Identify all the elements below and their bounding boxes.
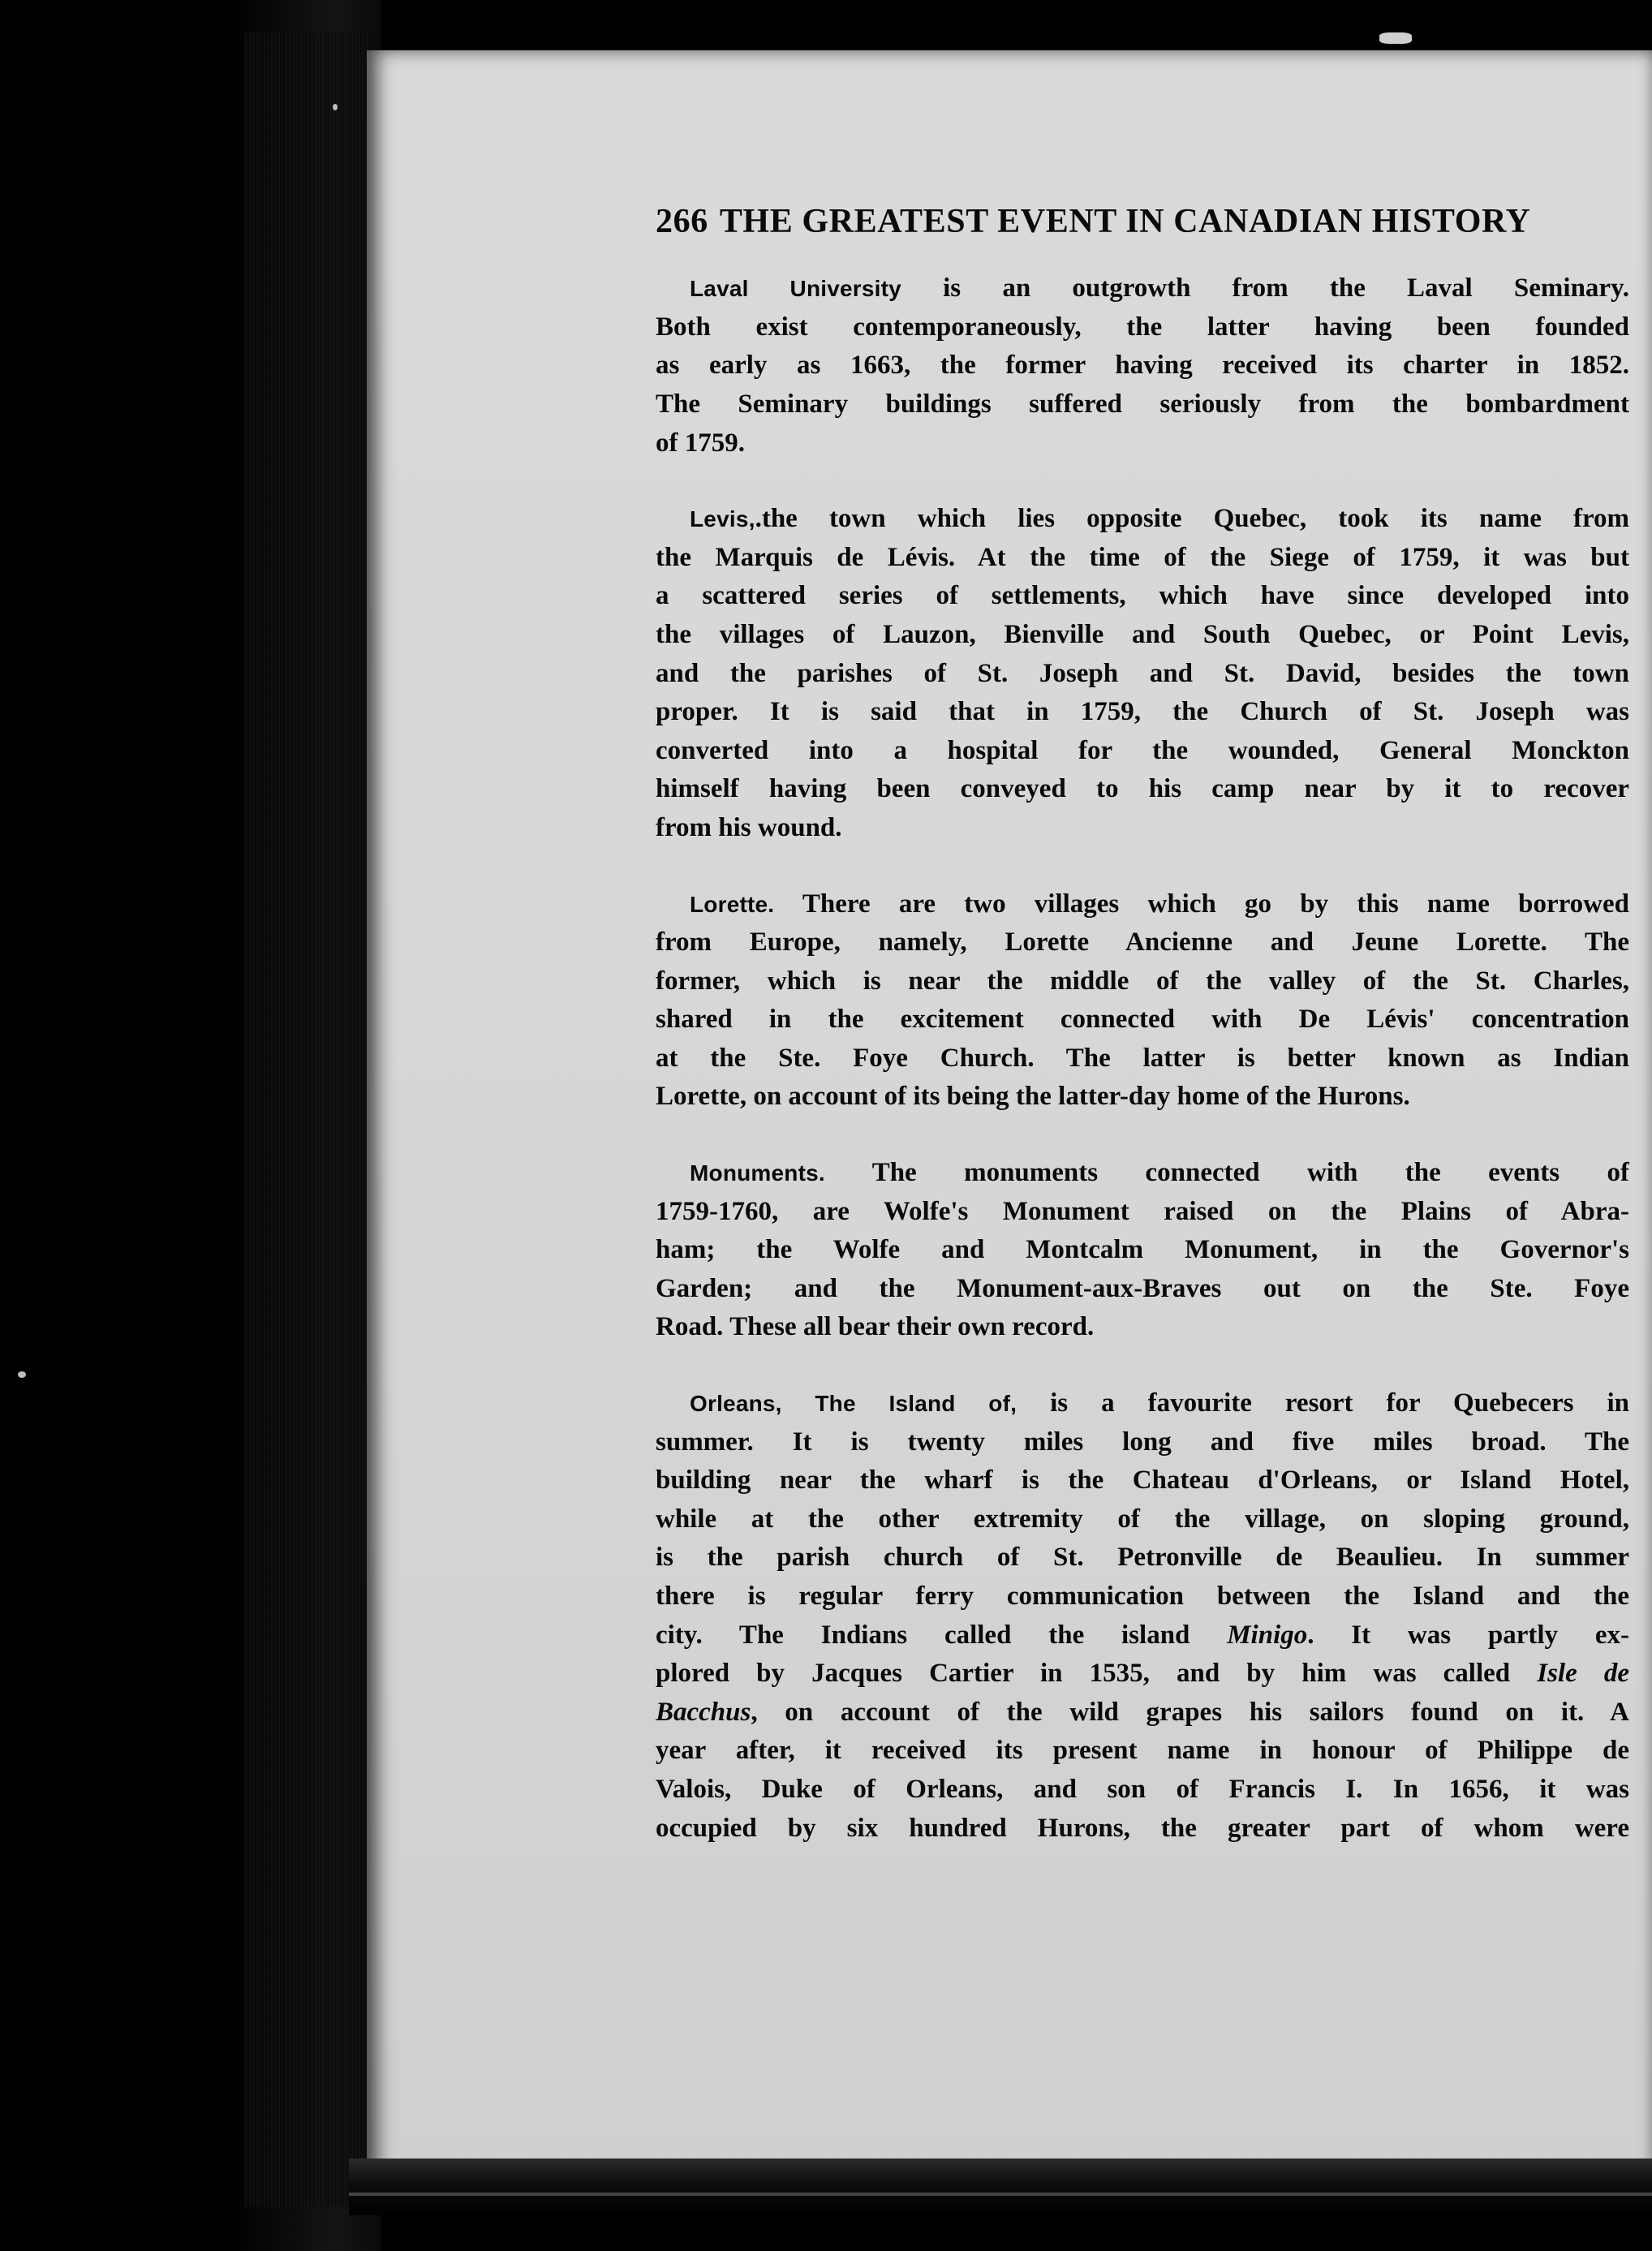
entry-line: 1759-1760, are Wolfe's Monument raised on the Plains of Abra- <box>656 1196 1629 1226</box>
entry-heading: Monuments. <box>690 1160 825 1186</box>
entry-line: occupied by six hundred Hurons, the greater part of whom were <box>656 1813 1629 1843</box>
entry-line-italic: city. The Indians called the island Minigo. It was partly ex- <box>656 1620 1629 1650</box>
book-spine-shadow <box>243 32 373 2207</box>
page-bottom-rule <box>349 2193 1652 2196</box>
entry-line: Lorette, on account of its being the latter-day home of the Hurons. <box>656 1082 1410 1112</box>
italic-term: Bacchus <box>656 1697 751 1727</box>
entry-line: a scattered series of settlements, which have since developed into <box>656 581 1629 611</box>
entry-line: from his wound. <box>656 812 842 842</box>
entry-line: Road. These all bear their own record. <box>656 1312 1095 1342</box>
entry-line: is the parish church of St. Petronville de Beaulieu. In summer <box>656 1543 1629 1573</box>
entry-line: himself having been conveyed to his camp near by it to recover <box>656 774 1629 804</box>
entry-line: Both exist contemporaneously, the latter having been founded <box>656 312 1629 342</box>
entry-line: proper. It is said that in 1759, the Church of St. Joseph was <box>656 697 1629 727</box>
page-content <box>656 203 1629 1885</box>
entry-line: Garden; and the Monument-aux-Braves out on the Ste. Foye <box>656 1273 1629 1303</box>
entry-line: is a favourite resort for Quebecers in <box>1050 1388 1629 1418</box>
entry-line: The Seminary buildings suffered seriously from the bombardment <box>656 389 1629 419</box>
italic-term: Minigo <box>1227 1620 1308 1650</box>
page-bottom-edge <box>349 2158 1652 2215</box>
entry-heading: Orleans, The Island of, <box>690 1391 1017 1417</box>
entry-lorette <box>656 885 1629 1117</box>
entry-line: summer. It is twenty miles long and five miles broad. The <box>656 1427 1629 1457</box>
entry-line: of 1759. <box>656 428 745 458</box>
running-head-title: THE GREATEST EVENT IN CANADIAN HISTORY <box>719 203 1531 240</box>
entry-line: converted into a hospital for the wounded, General Monckton <box>656 735 1629 765</box>
entry-line: at the Ste. Foye Church. The latter is better known as Indian <box>656 1043 1629 1073</box>
entry-line-italic: plored by Jacques Cartier in 1535, and by him was called Isle de <box>656 1659 1629 1689</box>
page-number: 266 <box>656 203 708 240</box>
entry-laval-university <box>656 269 1629 463</box>
entry-line: There are two villages which go by this name borrowed <box>802 889 1629 919</box>
entry-heading: Lorette. <box>690 891 775 917</box>
entry-line: while at the other extremity of the village, on sloping ground, <box>656 1504 1629 1534</box>
entry-line: shared in the excitement connected with De Lévis' concentration <box>656 1005 1629 1035</box>
entry-line: The monuments connected with the events of <box>871 1158 1629 1188</box>
scan-speck <box>1379 32 1412 44</box>
entry-line: building near the wharf is the Chateau d'Orleans, or Island Hotel, <box>656 1466 1629 1496</box>
entry-line: Valois, Duke of Orleans, and son of Francis I. In 1656, it was <box>656 1774 1629 1804</box>
entry-line: is an outgrowth from the Laval Seminary. <box>943 273 1629 303</box>
entry-line-italic: Bacchus, on account of the wild grapes his sailors found on it. A <box>656 1697 1629 1727</box>
entry-line: from Europe, namely, Lorette Ancienne and Jeune Lorette. The <box>656 928 1629 958</box>
running-head <box>656 203 1629 240</box>
entry-heading: Levis, <box>690 506 755 532</box>
entry-line: as early as 1663, the former having received its charter in 1852. <box>656 351 1629 381</box>
entry-line: .the town which lies opposite Quebec, took its name from <box>755 504 1629 534</box>
entry-line: the villages of Lauzon, Bienville and South Quebec, or Point Levis, <box>656 619 1629 649</box>
entry-heading: Laval University <box>690 276 901 302</box>
entry-line: the Marquis de Lévis. At the time of the Siege of 1759, it was but <box>656 542 1629 572</box>
entry-line: ham; the Wolfe and Montcalm Monument, in the Governor's <box>656 1235 1629 1265</box>
italic-term: Isle de <box>1537 1659 1629 1689</box>
entry-line: year after, it received its present name in honour of Philippe de <box>656 1736 1629 1766</box>
entry-levis <box>656 500 1629 847</box>
entry-line: and the parishes of St. Joseph and St. David, besides the town <box>656 658 1629 688</box>
entry-line: there is regular ferry communication between the Island and the <box>656 1582 1629 1611</box>
scan-speck <box>18 1371 26 1378</box>
entry-orleans-island <box>656 1384 1629 1848</box>
entry-line: former, which is near the middle of the valley of the St. Charles, <box>656 966 1629 996</box>
scan-speck <box>333 104 338 110</box>
entry-monuments <box>656 1154 1629 1347</box>
